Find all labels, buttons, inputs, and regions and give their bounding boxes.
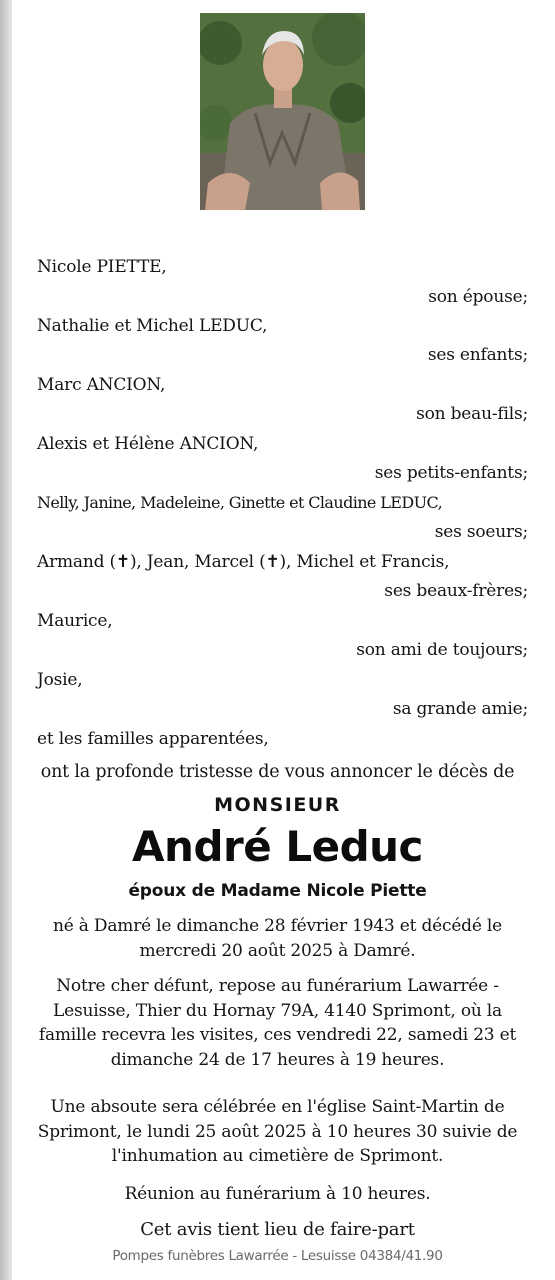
family-relation-5: ses soeurs; bbox=[434, 522, 528, 542]
notice-text: Cet avis tient lieu de faire-part bbox=[140, 1219, 415, 1240]
family-name-6: Armand (✝), Jean, Marcel (✝), Michel et Francis, bbox=[37, 552, 450, 572]
family-name-1: Nicole PIETTE, bbox=[37, 257, 167, 277]
family-name-2: Nathalie et Michel LEDUC, bbox=[37, 316, 268, 336]
family-relation-8: sa grande amie; bbox=[392, 699, 528, 719]
family-relation-3: son beau-fils; bbox=[416, 404, 528, 424]
families-line: et les familles apparentées, bbox=[37, 729, 269, 749]
announcement: ont la profonde tristesse de vous annoncer le décès de bbox=[40, 762, 515, 782]
portrait-photo bbox=[200, 13, 365, 210]
deceased-name: André Leduc bbox=[132, 822, 423, 871]
ceremony-text: Une absoute sera célébrée en l'église Saint-Martin de Sprimont, le lundi 25 août 2025 à 10 heures 30 suivie de l'inhumation au cimetière de Sprimont. bbox=[37, 1097, 518, 1166]
funeral-home-footer: Pompes funèbres Lawarrée - Lesuisse 04384/41.90 bbox=[112, 1248, 443, 1264]
family-name-3: Marc ANCION, bbox=[37, 375, 166, 395]
family-relation-1: son épouse; bbox=[428, 287, 528, 307]
page-edge bbox=[0, 0, 12, 1280]
reunion-text: Réunion au funérarium à 10 heures. bbox=[124, 1184, 431, 1204]
family-name-5: Nelly, Janine, Madeleine, Ginette et Claudine LEDUC, bbox=[37, 493, 443, 512]
family-relation-6: ses beaux-frères; bbox=[384, 581, 528, 601]
rest-info-text: Notre cher défunt, repose au funérarium Lawarrée - Lesuisse, Thier du Hornay 79A, 4140 Sprimont, où la famille recevra les visites, ces vendredi 22, samedi 23 et dimanche 24 de 17 heures à 19 heures. bbox=[38, 976, 517, 1070]
family-name-7: Maurice, bbox=[37, 611, 113, 631]
honorific: MONSIEUR bbox=[214, 794, 341, 816]
family-relation-7: son ami de toujours; bbox=[356, 640, 528, 660]
family-relation-4: ses petits-enfants; bbox=[374, 463, 528, 483]
family-name-8: Josie, bbox=[37, 670, 83, 690]
birth-death-text: né à Damré le dimanche 28 février 1943 et décédé le mercredi 20 août 2025 à Damré. bbox=[52, 916, 503, 961]
spouse-line: époux de Madame Nicole Piette bbox=[128, 881, 427, 901]
family-name-4: Alexis et Hélène ANCION, bbox=[37, 434, 259, 454]
family-relation-2: ses enfants; bbox=[427, 345, 528, 365]
